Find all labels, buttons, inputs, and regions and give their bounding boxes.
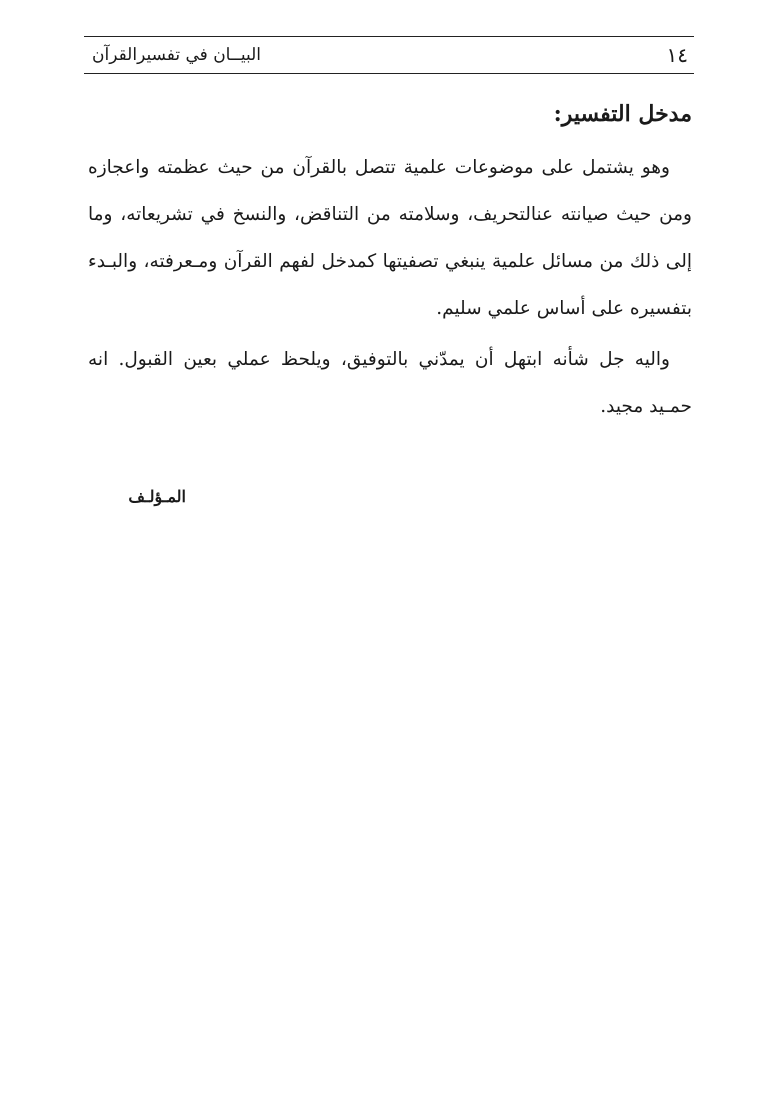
section-heading: مدخل التفسير: xyxy=(553,101,692,127)
main-content xyxy=(88,96,692,430)
body-paragraph: وهو يشتمل على موضوعات علمية تتصل بالقرآن من حيث عظمته واعجازه ومن حيث صيانته عنالتحريف، وسلامته من التناقض، والنسخ في تشريعاته، وما إلى ذلك من مسائل علمية ينبغي تصفيتها كمدخل لفهم القرآن ومـعرفته، والبـدء بتفسيره على أساس علمي سليم. xyxy=(88,157,692,319)
body-paragraph: واليه جل شأنه ابتهل أن يمدّني بالتوفيق، ويلحظ عملي بعين القبول. انه حمـيد مجيد. xyxy=(88,349,692,417)
author-signature: المـؤلـف xyxy=(128,487,186,506)
page-header xyxy=(84,36,694,74)
page-number: ١٤ xyxy=(666,43,688,67)
running-title: البيــان في تفسيرالقرآن xyxy=(92,45,261,65)
